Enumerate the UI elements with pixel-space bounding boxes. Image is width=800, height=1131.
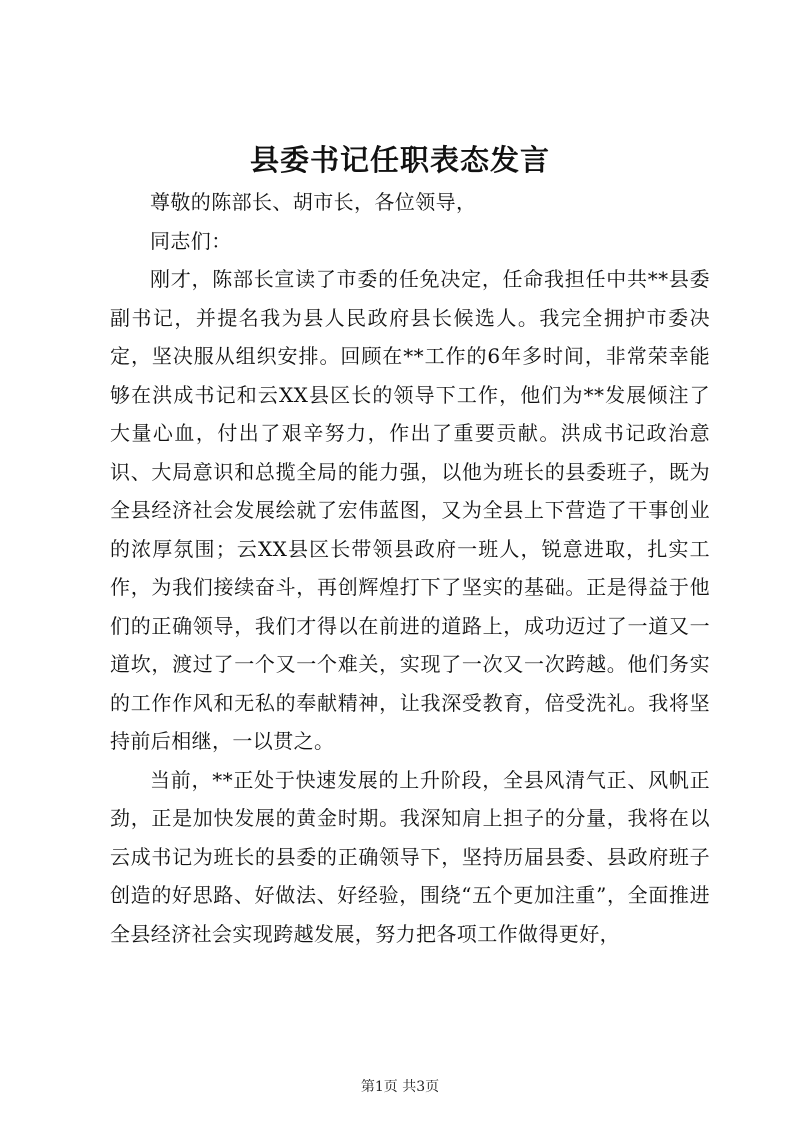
page-footer: 第1页 共3页 (360, 1079, 440, 1095)
salutation-line: 同志们： (150, 228, 232, 253)
salutation-line: 尊敬的陈部长、胡市长，各位领导， (150, 190, 477, 214)
document-body (110, 183, 710, 953)
body-paragraph: 当前，**正处于快速发展的上升阶段，全县风清气正、风帆正劲，正是加快发展的黄金时期。我深知肩上担子的分量，我将在以云成书记为班长的县委的正确领导下，坚持历届县委、县政府班子创造的好思路、好做法、好经验，围绕“五个更加注重”，全面推进全县经济社会实现跨越发展，努力把各项工作做得更好， (110, 767, 710, 946)
body-paragraph: 刚才，陈部长宣读了市委的任免决定，任命我担任中共**县委副书记，并提名我为县人民政府县长候选人。我完全拥护市委决定，坚决服从组织安排。回顾在**工作的6年多时间，非常荣幸能够在洪成书记和云XX县区长的领导下工作，他们为**发展倾注了大量心血，付出了艰辛努力，作出了重要贡献。洪成书记政治意识、大局意识和总揽全局的能力强，以他为班长的县委班子，既为全县经济社会发展绘就了宏伟蓝图，又为全县上下营造了干事创业的浓厚氛围；云XX县区长带领县政府一班人，锐意进取，扎实工作，为我们接续奋斗，再创辉煌打下了坚实的基础。正是得益于他们的正确领导，我们才得以在前进的道路上，成功迈过了一道又一道坎，渡过了一个又一个难关，实现了一次又一次跨越。他们务实的工作作风和无私的奉献精神，让我深受教育，倍受洗礼。我将坚持前后相继，一以贯之。 (110, 267, 710, 753)
document-title: 县委书记任职表态发言 (249, 143, 550, 177)
